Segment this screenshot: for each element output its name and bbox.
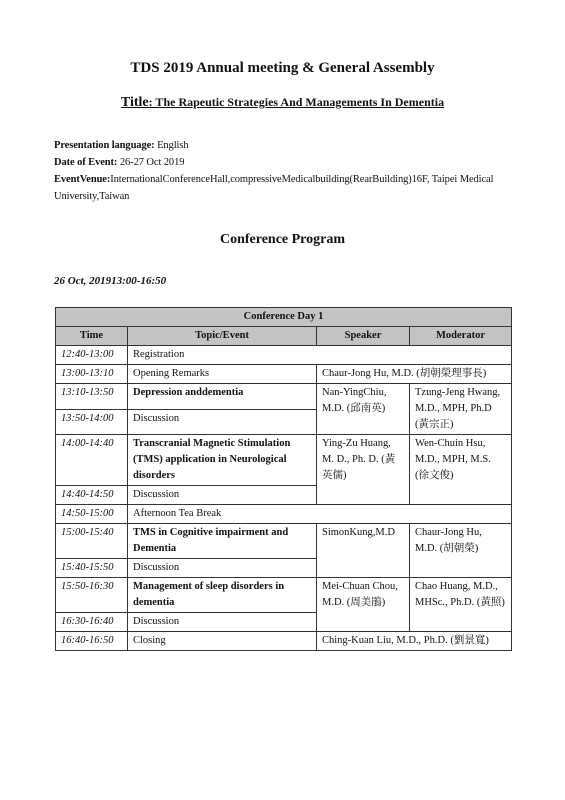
speaker-cell: Ying-Zu Huang, M. D., Ph. D. (黃英儒) (317, 435, 410, 505)
topic-cell: Depression anddementia (128, 384, 317, 410)
topic-cell: TMS in Cognitive impairment and Dementia (128, 524, 317, 559)
time-cell: 15:00-15:40 (56, 524, 128, 559)
table-row (56, 435, 512, 486)
speaker-moderator-cell: Chaur-Jong Hu, M.D. (胡朝榮理事長) (317, 365, 512, 384)
topic-cell: Closing (128, 632, 317, 651)
time-cell: 15:50-16:30 (56, 578, 128, 613)
venue-label: EventVenue: (54, 174, 111, 185)
language-line (54, 137, 524, 154)
time-cell: 13:10-13:50 (56, 384, 128, 410)
time-cell: 15:40-15:50 (56, 559, 128, 578)
time-cell: 14:50-15:00 (56, 505, 128, 524)
date-line (54, 154, 524, 171)
topic-cell: Discussion (128, 559, 317, 578)
topic-cell: Transcranial Magnetic Stimulation (TMS) application in Neurological disorders (128, 435, 317, 486)
moderator-cell: Wen-Chuin Hsu, M.D., MPH, M.S. (徐文俊) (410, 435, 512, 505)
topic-cell: Discussion (128, 409, 317, 435)
program-date: 26 Oct, 201913:00-16:50 (54, 275, 167, 287)
table-row (56, 524, 512, 559)
column-header-time: Time (56, 327, 128, 346)
day-header: Conference Day 1 (56, 308, 512, 327)
language-value: English (157, 140, 189, 151)
speaker-moderator-cell: Ching-Kuan Liu, M.D., Ph.D. (劉景寬) (317, 632, 512, 651)
date-label: Date of Event: (54, 157, 118, 168)
topic-cell: Opening Remarks (128, 365, 317, 384)
talk-title-line (0, 94, 565, 111)
column-header-moderator: Moderator (410, 327, 512, 346)
moderator-cell: Chao Huang, M.D., MHSc., Ph.D. (黃照) (410, 578, 512, 632)
table-row (56, 505, 512, 524)
topic-cell: Discussion (128, 486, 317, 505)
column-header-speaker: Speaker (317, 327, 410, 346)
column-header-topic: Topic/Event (128, 327, 317, 346)
time-cell: 14:40-14:50 (56, 486, 128, 505)
speaker-cell: SimonKung,M.D (317, 524, 410, 578)
table-row (56, 578, 512, 613)
topic-cell: Registration (128, 346, 512, 365)
venue-line (54, 171, 524, 205)
title-label: Title (120, 95, 149, 110)
time-cell: 13:00-13:10 (56, 365, 128, 384)
table-row (56, 384, 512, 410)
topic-cell: Afternoon Tea Break (128, 505, 512, 524)
moderator-cell: Chaur-Jong Hu, M.D. (胡朝榮) (410, 524, 512, 578)
time-cell: 14:00-14:40 (56, 435, 128, 486)
time-cell: 13:50-14:00 (56, 409, 128, 435)
document-title: TDS 2019 Annual meeting & General Assembly (130, 60, 435, 76)
time-cell: 16:40-16:50 (56, 632, 128, 651)
table-column-header-row (56, 327, 512, 346)
table-day-header-row (56, 308, 512, 327)
topic-cell: Discussion (128, 613, 317, 632)
topic-cell: Management of sleep disorders in dementia (128, 578, 317, 613)
program-heading: Conference Program (219, 232, 346, 247)
time-cell: 12:40-13:00 (56, 346, 128, 365)
talk-title-text: : The Rapeutic Strategies And Managements In Dementia (148, 95, 445, 109)
language-label: Presentation language: (54, 140, 155, 151)
moderator-cell: Tzung-Jeng Hwang, M.D., MPH, Ph.D (黃宗正) (410, 384, 512, 435)
venue-value: InternationalConferenceHall,compressiveMedicalbuilding(RearBuilding)16F, Taipei Medical University,Taiwan (54, 174, 494, 202)
table-row (56, 632, 512, 651)
table-row (56, 365, 512, 384)
time-cell: 16:30-16:40 (56, 613, 128, 632)
date-value: 26-27 Oct 2019 (119, 157, 185, 168)
table-row (56, 346, 512, 365)
speaker-cell: Mei-Chuan Chou, M.D. (周美鵑) (317, 578, 410, 632)
speaker-cell: Nan-YingChiu, M.D. (邱南英) (317, 384, 410, 435)
program-table (55, 307, 512, 651)
